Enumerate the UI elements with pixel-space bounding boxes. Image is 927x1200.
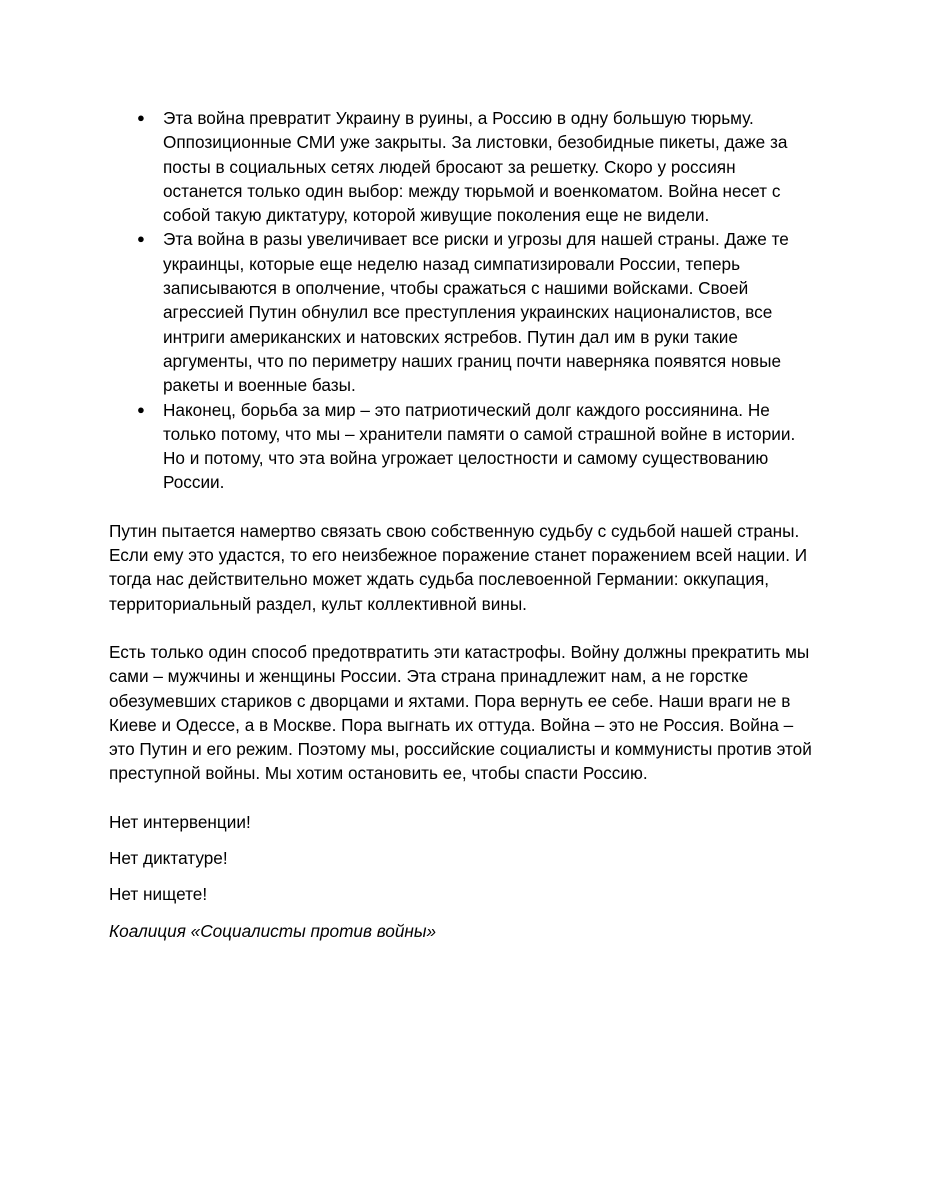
slogan-no-dictatorship: Нет диктатуре! <box>109 848 228 869</box>
bullet-icon: ● <box>137 110 145 125</box>
slogan-no-intervention: Нет интервенции! <box>109 811 251 832</box>
bullet-list <box>109 106 819 495</box>
bullet-item <box>109 106 819 227</box>
bullet-item <box>109 227 819 397</box>
bullet-text: Эта война превратит Украину в руины, а Россию в одну большую тюрьму. Оппозиционные СМИ уже закрыты. За листовки, безобидные пикеты, даже за посты в социальных сетях людей бросают за решетку. Скоро у россиян останется только один выбор: между тюрьмой и военкоматом. Война несет с собой такую диктатуру, которой живущие поколения еще не видели. <box>163 108 788 226</box>
document-page <box>109 106 819 943</box>
bullet-icon: ● <box>137 401 145 417</box>
bullet-icon: ● <box>137 231 145 247</box>
bullet-text: Наконец, борьба за мир – это патриотический долг каждого россиянина. Не только потому, что мы – хранители памяти о самой страшной войне в истории. Но и потому, что эта война угрожает целостности и самому существованию России. <box>163 399 796 493</box>
signature: Коалиция «Социалисты против войны» <box>109 920 437 941</box>
paragraph-prevent: Есть только один способ предотвратить эти катастрофы. Войну должны прекратить мы сами – мужчины и женщины России. Эта страна принадлежит нам, а не горстке обезумевших стариков с дворцами и яхтами. Пора вернуть ее себе. Наши враги не в Киеве и Одессе, а в Москве. Пора выгнать их оттуда. Война – это не Россия. Война – это Путин и его режим. Поэтому мы, российские социалисты и коммунисты против этой преступной войны. Мы хотим остановить ее, чтобы спасти Россию. <box>109 641 812 784</box>
bullet-text: Эта война в разы увеличивает все риски и угрозы для нашей страны. Даже те украинцы, которые еще неделю назад симпатизировали России, теперь записываются в ополчение, чтобы сражаться с нашими войсками. Своей агрессией Путин обнулил все преступления украинских националистов, все интриги американских и натовских ястребов. Путин дал им в руки такие аргументы, что по периметру наших границ почти наверняка появятся новые ракеты и военные базы. <box>163 229 789 396</box>
slogan-no-poverty: Нет нищете! <box>109 884 208 905</box>
paragraph-fate: Путин пытается намертво связать свою собственную судьбу с судьбой нашей страны. Если ему это удастся, то его неизбежное поражение станет поражением всей нации. И тогда нас действительно может ждать судьба послевоенной Германии: оккупация, территориальный раздел, культ коллективной вины. <box>109 520 808 614</box>
bullet-item <box>109 398 819 495</box>
